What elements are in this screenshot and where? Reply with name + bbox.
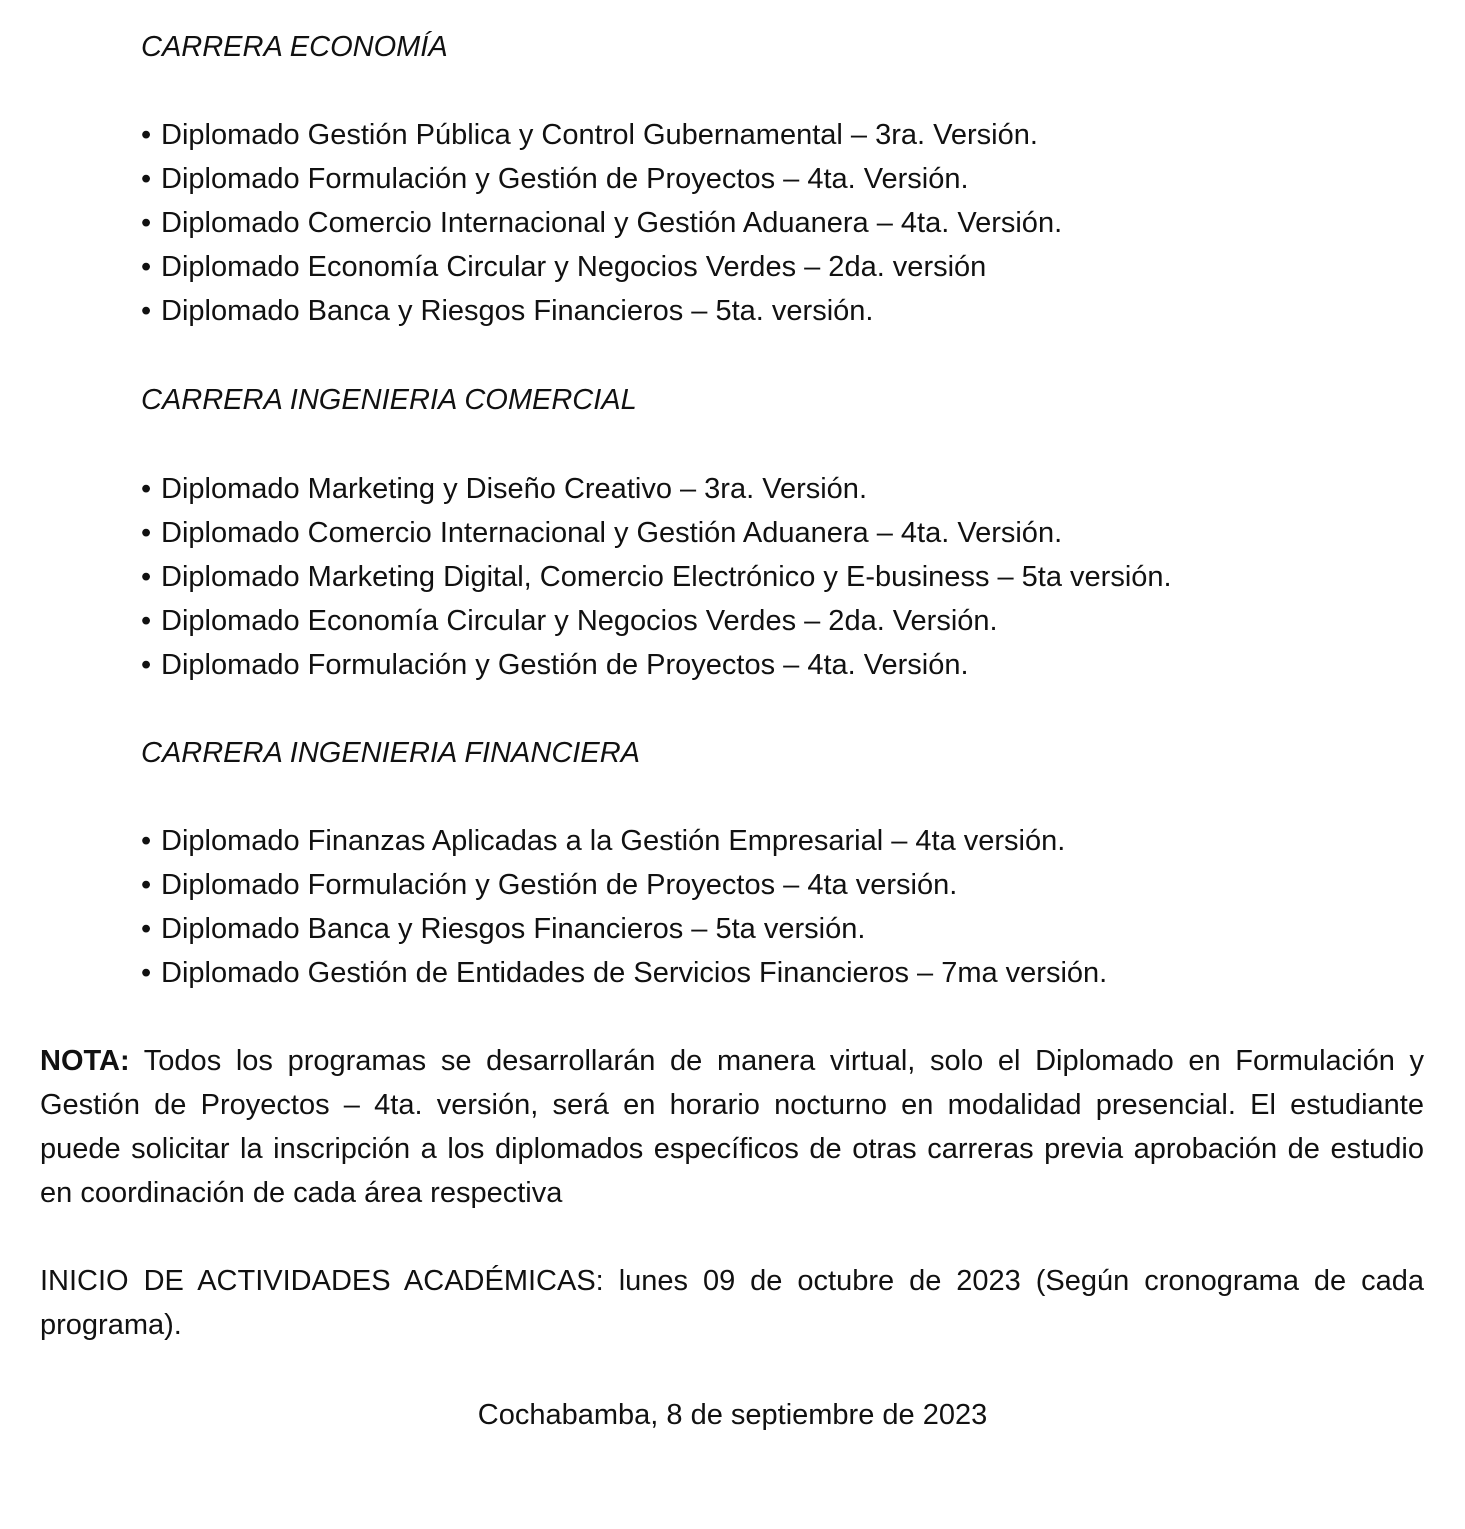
bullet-icon: •: [141, 957, 152, 989]
bullet-icon: •: [141, 119, 152, 151]
list-item: • Diplomado Formulación y Gestión de Proyectos – 4ta. Versión.: [141, 157, 1062, 201]
list-economia: [141, 113, 1062, 333]
bullet-icon: •: [141, 605, 152, 637]
list-item: • Diplomado Gestión de Entidades de Servicios Financieros – 7ma versión.: [141, 951, 1107, 995]
note-paragraph: [40, 1039, 1424, 1215]
list-item: • Diplomado Finanzas Aplicadas a la Gestión Empresarial – 4ta versión.: [141, 819, 1107, 863]
bullet-icon: •: [141, 473, 152, 505]
closing-date: Cochabamba, 8 de septiembre de 2023: [477, 1399, 988, 1431]
bullet-icon: •: [141, 251, 152, 283]
bullet-icon: •: [141, 295, 152, 327]
list-item: • Diplomado Banca y Riesgos Financieros – 5ta versión.: [141, 907, 1107, 951]
bullet-icon: •: [141, 517, 152, 549]
list-item: • Diplomado Comercio Internacional y Gestión Aduanera – 4ta. Versión.: [141, 511, 1172, 555]
note-text: Todos los programas se desarrollarán de manera virtual, solo el Diplomado en Formulación y Gestión de Proyectos – 4ta. versión, será en horario nocturno en modalidad presencial. El estudiante puede solicitar la inscripción a los diplomados específicos de otras carreras previa aprobación de estudio en coordinación de cada área respectiva: [40, 1045, 1424, 1209]
section-title-ingenieria-financiera: CARRERA INGENIERIA FINANCIERA: [141, 737, 640, 769]
list-item: • Diplomado Marketing Digital, Comercio Electrónico y E-business – 5ta versión.: [141, 555, 1172, 599]
note-label: NOTA:: [40, 1045, 130, 1077]
bullet-icon: •: [141, 163, 152, 195]
bullet-icon: •: [141, 869, 152, 901]
list-ingenieria-financiera: [141, 819, 1107, 995]
list-item: • Diplomado Gestión Pública y Control Gubernamental – 3ra. Versión.: [141, 113, 1062, 157]
list-item: • Diplomado Formulación y Gestión de Proyectos – 4ta. Versión.: [141, 643, 1172, 687]
bullet-icon: •: [141, 913, 152, 945]
list-item: • Diplomado Banca y Riesgos Financieros – 5ta. versión.: [141, 289, 1062, 333]
section-title-ingenieria-comercial: CARRERA INGENIERIA COMERCIAL: [141, 384, 637, 416]
list-ingenieria-comercial: [141, 467, 1172, 687]
section-title-economia: CARRERA ECONOMÍA: [141, 31, 448, 63]
start-info-paragraph: INICIO DE ACTIVIDADES ACADÉMICAS: lunes 09 de octubre de 2023 (Según cronograma de cada programa).: [40, 1265, 1424, 1341]
list-item: • Diplomado Comercio Internacional y Gestión Aduanera – 4ta. Versión.: [141, 201, 1062, 245]
bullet-icon: •: [141, 649, 152, 681]
list-item: • Diplomado Economía Circular y Negocios Verdes – 2da. versión: [141, 245, 1062, 289]
bullet-icon: •: [141, 825, 152, 857]
bullet-icon: •: [141, 207, 152, 239]
list-item: • Diplomado Formulación y Gestión de Proyectos – 4ta versión.: [141, 863, 1107, 907]
list-item: • Diplomado Economía Circular y Negocios Verdes – 2da. Versión.: [141, 599, 1172, 643]
list-item: • Diplomado Marketing y Diseño Creativo – 3ra. Versión.: [141, 467, 1172, 511]
bullet-icon: •: [141, 561, 152, 593]
